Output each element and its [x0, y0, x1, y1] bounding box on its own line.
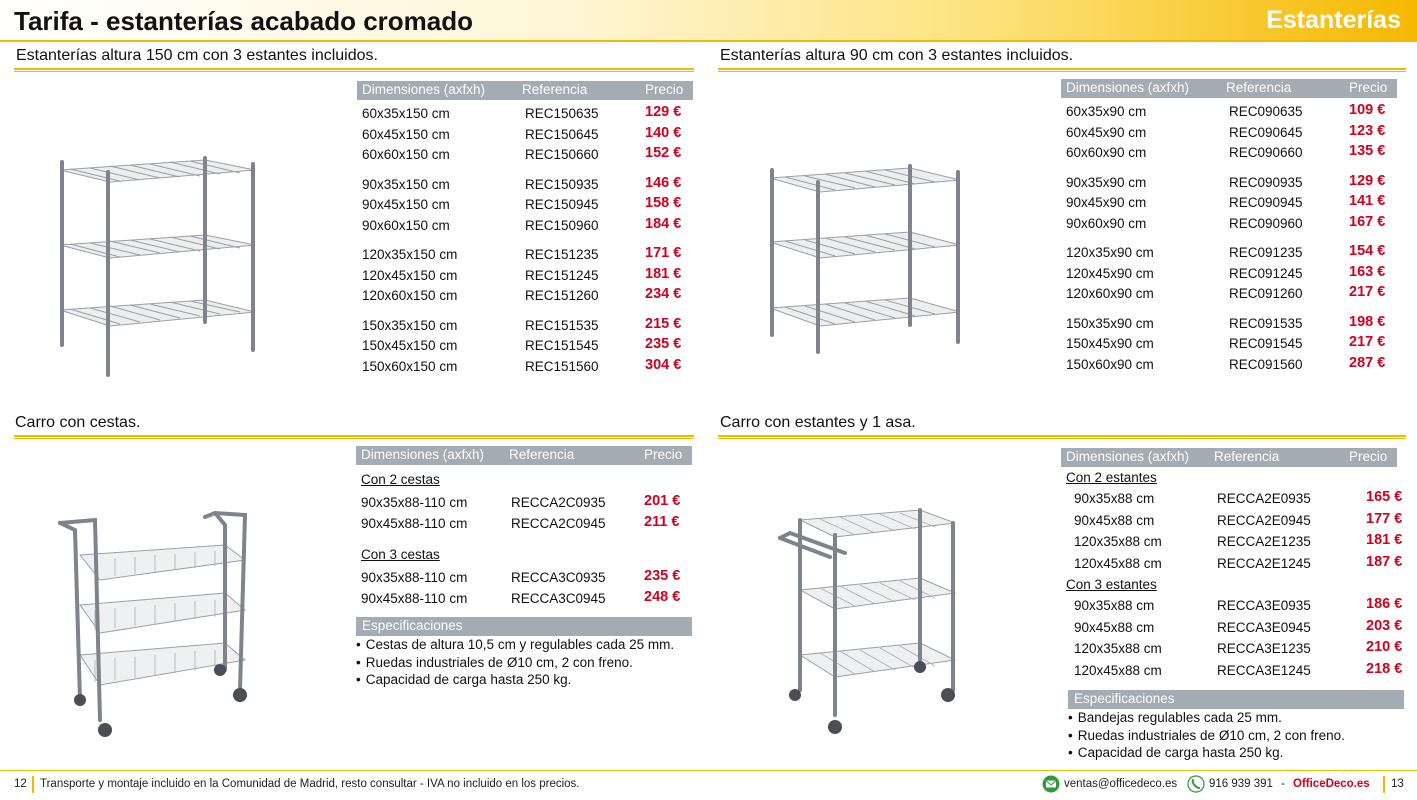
reference-cell: RECCA3E1235	[1217, 641, 1311, 656]
table-row	[1061, 553, 1403, 574]
price-cell: 287 €	[1349, 354, 1386, 371]
table-row	[1061, 532, 1403, 552]
dimension-cell: 90x45x150 cm	[362, 197, 450, 212]
shelving-90-title: Estanterías altura 90 cm con 3 estantes incluidos.	[720, 47, 1074, 64]
section-divider	[14, 68, 694, 72]
spec-text: Ruedas industriales de Ø10 cm, 2 con freno.	[365, 654, 633, 670]
phone-icon	[1187, 775, 1205, 793]
dimension-cell: 150x35x150 cm	[362, 317, 458, 333]
reference-cell: REC150935	[525, 176, 599, 192]
table-row	[1061, 489, 1403, 509]
table-row	[1061, 354, 1397, 375]
page-title: Tarifa - estanterías acabado cromado	[14, 6, 474, 36]
table-row	[357, 356, 693, 377]
spec-text: Capacidad de carga hasta 250 kg.	[1077, 745, 1284, 760]
spec-item	[356, 655, 633, 670]
table-row	[357, 215, 693, 236]
price-cell: 234 €	[645, 286, 682, 302]
dimension-cell: 90x35x88-110 cm	[361, 495, 468, 510]
price-cell: 304 €	[645, 356, 682, 373]
reference-cell: RECCA2E0945	[1217, 512, 1311, 528]
table-header	[357, 81, 693, 100]
specifications-label: Especificaciones	[362, 618, 463, 633]
table-row	[356, 570, 692, 588]
dimension-cell: 90x45x88-110 cm	[361, 515, 468, 531]
table-row	[357, 124, 693, 145]
reference-cell: RECCA3E0935	[1217, 598, 1311, 613]
spec-item	[1068, 745, 1283, 760]
price-cell: 217 €	[1349, 334, 1386, 350]
table-header	[356, 446, 692, 465]
price-cell: 140 €	[645, 124, 682, 141]
dimension-cell: 60x35x150 cm	[362, 106, 450, 121]
table-row	[1061, 104, 1397, 122]
footer-separator	[1383, 776, 1385, 793]
reference-cell: REC090635	[1229, 104, 1303, 119]
group-label: Con 2 estantes	[1066, 470, 1157, 485]
column-dimensions: Dimensiones (axfxh)	[1066, 80, 1190, 95]
price-cell: 201 €	[644, 493, 681, 509]
table-row	[357, 197, 693, 215]
dimension-cell: 120x45x150 cm	[362, 267, 458, 283]
column-price: Precio	[1349, 449, 1388, 464]
table-row	[1061, 122, 1397, 143]
dimension-cell: 60x45x150 cm	[362, 126, 450, 142]
dimension-cell: 120x35x88 cm	[1074, 641, 1162, 656]
page-number-right: 13	[1391, 778, 1404, 790]
dimension-cell: 60x35x90 cm	[1066, 104, 1147, 119]
reference-cell: RECCA2E0935	[1217, 491, 1311, 506]
spec-item	[1068, 728, 1345, 743]
column-dimensions: Dimensiones (axfxh)	[1066, 449, 1190, 464]
bullet-icon: •	[356, 672, 361, 687]
dimension-cell: 90x35x150 cm	[362, 176, 450, 192]
email-icon	[1042, 775, 1060, 793]
bullet-icon: •	[1068, 710, 1073, 725]
table-row	[357, 147, 693, 165]
basket-cart-image	[50, 505, 275, 745]
reference-cell: REC151535	[525, 317, 599, 333]
group-label: Con 3 estantes	[1066, 577, 1157, 592]
bullet-icon: •	[356, 637, 361, 652]
price-cell: 163 €	[1349, 263, 1386, 280]
dimension-cell: 120x60x90 cm	[1066, 286, 1154, 301]
spec-text: Capacidad de carga hasta 250 kg.	[365, 672, 572, 687]
footer-dash: -	[1281, 778, 1285, 790]
dimension-cell: 120x45x88 cm	[1074, 555, 1162, 571]
dimension-cell: 120x35x90 cm	[1066, 245, 1154, 260]
column-reference: Referencia	[1214, 449, 1280, 464]
table-row	[357, 247, 693, 265]
price-cell: 235 €	[645, 336, 682, 352]
reference-cell: REC151235	[525, 247, 599, 262]
price-cell: 152 €	[645, 145, 682, 161]
dimension-cell: 90x45x88 cm	[1074, 512, 1155, 528]
price-cell: 198 €	[1349, 313, 1386, 330]
spec-item	[1068, 710, 1282, 725]
price-cell: 158 €	[645, 195, 682, 211]
shelf-cart-image	[770, 505, 980, 745]
reference-cell: RECCA3E1245	[1217, 662, 1311, 678]
table-row	[1061, 195, 1397, 213]
table-row	[1061, 213, 1397, 234]
table-row	[1061, 313, 1397, 334]
section-divider	[718, 435, 1406, 439]
specifications-label: Especificaciones	[1074, 691, 1175, 706]
table-row	[357, 265, 693, 286]
table-row	[1061, 639, 1403, 659]
dimension-cell: 90x35x88-110 cm	[361, 570, 468, 585]
reference-cell: RECCA2C0935	[511, 495, 606, 510]
table-row	[356, 495, 692, 513]
shelving-150-image	[50, 150, 270, 385]
reference-cell: REC091535	[1229, 315, 1303, 331]
shelf-cart-title: Carro con estantes y 1 asa.	[720, 414, 916, 431]
contact-email[interactable]: ventas@officedeco.es	[1064, 778, 1178, 790]
dimension-cell: 150x60x150 cm	[362, 358, 458, 374]
reference-cell: REC151245	[525, 267, 599, 283]
table-row	[356, 588, 692, 609]
table-row	[1061, 286, 1397, 304]
contact-phone[interactable]: 916 939 391	[1209, 778, 1273, 790]
dimension-cell: 90x60x90 cm	[1066, 215, 1147, 231]
price-cell: 235 €	[644, 568, 681, 584]
specifications-header	[356, 617, 692, 636]
page-number-left: 12	[14, 778, 27, 790]
price-cell: 177 €	[1366, 510, 1403, 527]
reference-cell: REC091235	[1229, 245, 1303, 260]
reference-cell: RECCA2C0945	[511, 515, 606, 531]
bullet-icon: •	[356, 654, 361, 670]
dimension-cell: 150x35x90 cm	[1066, 315, 1154, 331]
dimension-cell: 120x35x150 cm	[362, 247, 458, 262]
price-cell: 218 €	[1366, 660, 1403, 677]
dimension-cell: 120x35x88 cm	[1074, 534, 1162, 549]
column-reference: Referencia	[509, 447, 575, 462]
footer-divider	[0, 770, 1417, 771]
reference-cell: REC150645	[525, 126, 599, 142]
reference-cell: RECCA3E0945	[1217, 619, 1311, 635]
table-row	[1061, 617, 1403, 638]
shelving-90-image	[760, 160, 970, 360]
price-cell: 181 €	[1366, 532, 1403, 548]
dimension-cell: 90x45x90 cm	[1066, 195, 1147, 210]
reference-cell: REC151260	[525, 288, 599, 303]
spec-text: Cestas de altura 10,5 cm y regulables cada 25 mm.	[365, 637, 675, 652]
reference-cell: RECCA2E1245	[1217, 555, 1311, 571]
price-cell: 184 €	[645, 215, 682, 232]
price-cell: 203 €	[1366, 617, 1403, 634]
spec-text: Ruedas industriales de Ø10 cm, 2 con freno.	[1077, 727, 1345, 743]
table-row	[1061, 172, 1397, 193]
bullet-icon: •	[1068, 745, 1073, 760]
dimension-cell: 120x45x88 cm	[1074, 662, 1162, 678]
column-price: Precio	[644, 447, 683, 462]
column-price: Precio	[645, 82, 684, 97]
column-dimensions: Dimensiones (axfxh)	[362, 82, 486, 97]
table-row	[1061, 596, 1403, 616]
reference-cell: REC151560	[525, 358, 599, 374]
dimension-cell: 60x45x90 cm	[1066, 124, 1147, 140]
bullet-icon: •	[1068, 727, 1073, 743]
price-cell: 123 €	[1349, 122, 1386, 139]
dimension-cell: 120x45x90 cm	[1066, 265, 1154, 281]
reference-cell: REC150960	[525, 217, 599, 233]
reference-cell: REC090660	[1229, 145, 1303, 160]
dimension-cell: 150x60x90 cm	[1066, 356, 1154, 372]
spec-item	[356, 637, 674, 652]
specifications-header	[1068, 690, 1404, 709]
price-cell: 154 €	[1349, 243, 1386, 259]
price-cell: 167 €	[1349, 213, 1386, 230]
price-cell: 187 €	[1366, 553, 1403, 570]
basket-cart-title: Carro con cestas.	[15, 414, 141, 431]
header-divider	[0, 40, 1417, 42]
price-cell: 171 €	[645, 245, 682, 261]
footer-separator	[32, 776, 34, 793]
section-divider	[718, 68, 1406, 72]
reference-cell: REC150635	[525, 106, 599, 121]
table-row	[357, 315, 693, 336]
price-cell: 211 €	[644, 513, 680, 530]
price-cell: 217 €	[1349, 284, 1386, 300]
reference-cell: REC151545	[525, 338, 599, 353]
table-row	[1061, 336, 1397, 354]
table-row	[356, 513, 692, 534]
reference-cell: REC090645	[1229, 124, 1303, 140]
price-cell: 181 €	[645, 265, 682, 282]
reference-cell: REC150945	[525, 197, 599, 212]
reference-cell: RECCA3C0935	[511, 570, 606, 585]
dimension-cell: 90x35x90 cm	[1066, 174, 1147, 190]
shelving-150-title: Estanterías altura 150 cm con 3 estantes incluidos.	[16, 47, 378, 64]
reference-cell: RECCA2E1235	[1217, 534, 1311, 549]
price-cell: 215 €	[645, 315, 682, 332]
section-divider	[14, 435, 694, 439]
dimension-cell: 150x45x150 cm	[362, 338, 458, 353]
dimension-cell: 90x35x88 cm	[1074, 598, 1155, 613]
table-row	[357, 338, 693, 356]
dimension-cell: 60x60x150 cm	[362, 147, 450, 162]
reference-cell: REC091560	[1229, 356, 1303, 372]
dimension-cell: 90x60x150 cm	[362, 217, 450, 233]
price-cell: 129 €	[645, 104, 682, 120]
table-row	[1061, 510, 1403, 531]
price-cell: 141 €	[1349, 193, 1386, 209]
reference-cell: REC090935	[1229, 174, 1303, 190]
table-row	[1061, 145, 1397, 163]
column-reference: Referencia	[522, 82, 588, 97]
reference-cell: REC150660	[525, 147, 599, 162]
reference-cell: REC091260	[1229, 286, 1303, 301]
column-price: Precio	[1349, 80, 1388, 95]
price-cell: 109 €	[1349, 102, 1386, 118]
group-label: Con 2 cestas	[361, 472, 440, 487]
dimension-cell: 90x45x88-110 cm	[361, 590, 468, 606]
price-cell: 146 €	[645, 174, 682, 191]
brand-name[interactable]: OfficeDeco.es	[1293, 778, 1370, 790]
column-dimensions: Dimensiones (axfxh)	[361, 447, 485, 462]
price-cell: 210 €	[1366, 639, 1403, 655]
dimension-cell: 150x45x90 cm	[1066, 336, 1154, 351]
table-header	[1061, 448, 1397, 467]
table-row	[357, 288, 693, 306]
reference-cell: RECCA3C0945	[511, 590, 606, 606]
price-cell: 135 €	[1349, 143, 1386, 159]
dimension-cell: 90x45x88 cm	[1074, 619, 1155, 635]
price-cell: 129 €	[1349, 172, 1386, 189]
price-cell: 165 €	[1366, 489, 1403, 505]
reference-cell: REC090945	[1229, 195, 1303, 210]
reference-cell: REC091545	[1229, 336, 1303, 351]
column-reference: Referencia	[1226, 80, 1292, 95]
table-row	[1061, 245, 1397, 263]
section-label: Estanterías	[1266, 6, 1401, 34]
reference-cell: REC091245	[1229, 265, 1303, 281]
group-label: Con 3 cestas	[361, 547, 440, 562]
table-header	[1061, 79, 1397, 98]
price-cell: 248 €	[644, 588, 681, 605]
dimension-cell: 120x60x150 cm	[362, 288, 458, 303]
table-row	[1061, 263, 1397, 284]
table-row	[357, 106, 693, 124]
price-cell: 186 €	[1366, 596, 1403, 612]
reference-cell: REC090960	[1229, 215, 1303, 231]
dimension-cell: 60x60x90 cm	[1066, 145, 1147, 160]
dimension-cell: 90x35x88 cm	[1074, 491, 1155, 506]
table-row	[357, 174, 693, 195]
spec-text: Bandejas regulables cada 25 mm.	[1077, 710, 1282, 725]
footer-note: Transporte y montaje incluido en la Comunidad de Madrid, resto consultar - IVA no incluido en los precios.	[40, 778, 580, 790]
spec-item	[356, 672, 571, 687]
table-row	[1061, 660, 1403, 681]
